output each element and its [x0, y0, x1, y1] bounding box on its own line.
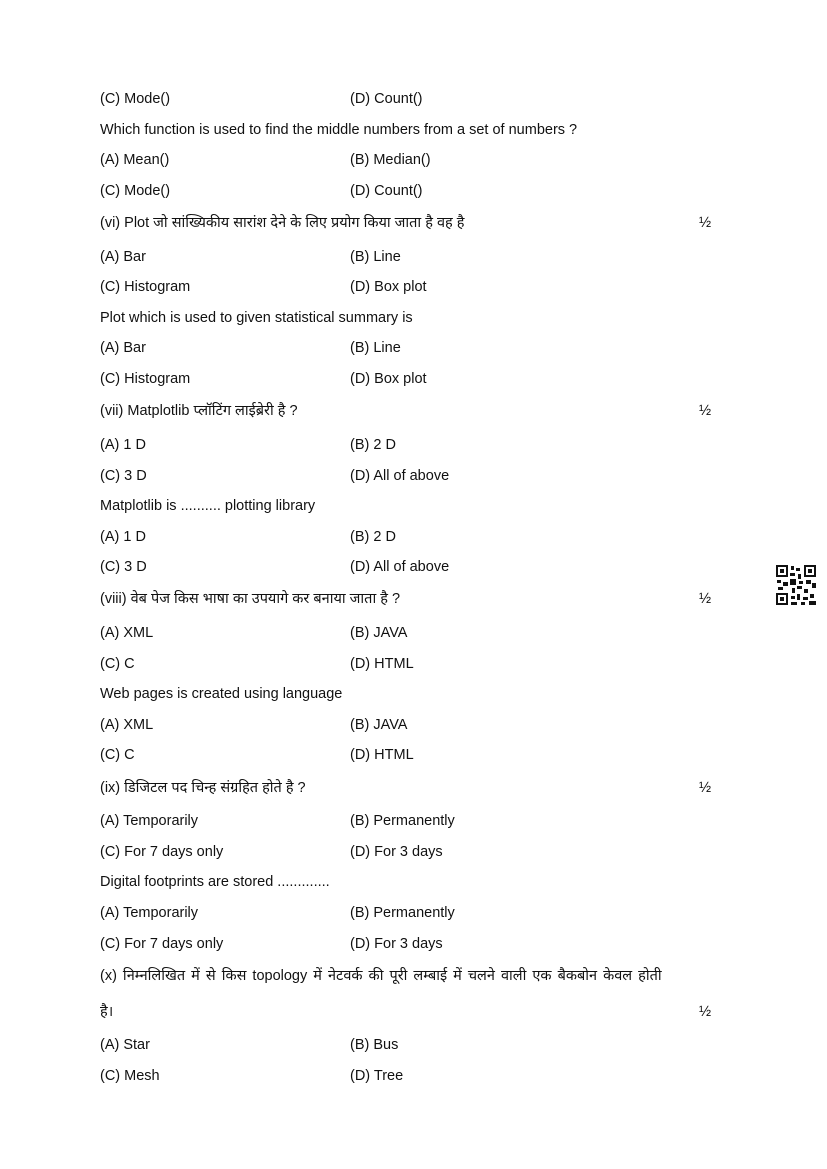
- option-d: (D) Count(): [350, 183, 423, 199]
- option-a: (A) Temporarily: [100, 905, 199, 921]
- option-c: (C) 3 D: [100, 559, 147, 575]
- option-b: (B) Permanently: [350, 813, 455, 829]
- option-c: (C) Mode(): [100, 91, 171, 107]
- question-text: Web pages is created using language: [100, 686, 343, 702]
- option-b: (B) Permanently: [350, 905, 455, 921]
- option-b: (B) Line: [350, 340, 401, 356]
- option-d: (D) Count(): [350, 91, 423, 107]
- option-a: (A) Bar: [100, 340, 146, 356]
- option-b: (B) Line: [350, 249, 401, 265]
- question-text: Which function is used to find the middle numbers from a set of numbers ?: [100, 122, 578, 138]
- option-c: (C) Histogram: [100, 371, 191, 387]
- question-x-hindi: (x) निम्नलिखित में से किस topology में नेटवर्क की पूरी लम्बाई में चलने वाली एक बैकबोन केवल होती: [100, 968, 662, 984]
- option-c: (C) For 7 days only: [100, 936, 224, 952]
- option-d: (D) Tree: [350, 1068, 404, 1084]
- option-b: (B) 2 D: [350, 437, 396, 453]
- option-a: (A) XML: [100, 717, 154, 733]
- question-ix-hindi: (ix) डिजिटल पद चिन्ह संग्रहित होते है ?: [100, 780, 306, 796]
- option-a: (A) Bar: [100, 249, 146, 265]
- option-d: (D) HTML: [350, 656, 414, 672]
- option-a: (A) 1 D: [100, 529, 146, 545]
- option-a: (A) Star: [100, 1037, 150, 1053]
- option-a: (A) XML: [100, 625, 154, 641]
- marks-label: ½: [699, 780, 712, 796]
- option-d: (D) For 3 days: [350, 844, 443, 860]
- option-a: (A) Mean(): [100, 152, 170, 168]
- option-b: (B) JAVA: [350, 625, 408, 641]
- option-c: (C) 3 D: [100, 468, 147, 484]
- option-b: (B) Median(): [350, 152, 431, 168]
- marks-label: ½: [699, 215, 712, 231]
- question-text: Matplotlib is .......... plotting library: [100, 498, 316, 514]
- option-c: (C) Histogram: [100, 279, 191, 295]
- question-vii-hindi: (vii) Matplotlib प्लॉटिंग लाईब्रेरी है ?: [100, 403, 298, 419]
- option-d: (D) All of above: [350, 559, 450, 575]
- option-c: (C) Mesh: [100, 1068, 160, 1084]
- question-text: Plot which is used to given statistical summary is: [100, 310, 413, 326]
- option-c: (C) C: [100, 747, 135, 763]
- option-b: (B) JAVA: [350, 717, 408, 733]
- marks-label: ½: [699, 403, 712, 419]
- question-text: Digital footprints are stored .............: [100, 874, 330, 890]
- option-d: (D) Box plot: [350, 371, 427, 387]
- option-c: (C) For 7 days only: [100, 844, 224, 860]
- option-a: (A) Temporarily: [100, 813, 199, 829]
- option-d: (D) HTML: [350, 747, 414, 763]
- marks-label: ½: [699, 1004, 712, 1020]
- question-vi-hindi: (vi) Plot जो सांख्यिकीय सारांश देने के लिए प्रयोग किया जाता है वह है: [100, 215, 465, 231]
- question-x-hindi-continued: है।: [100, 1004, 114, 1020]
- option-c: (C) Mode(): [100, 183, 171, 199]
- question-viii-hindi: (viii) वेब पेज किस भाषा का उपयागे कर बनाया जाता है ?: [100, 591, 401, 607]
- option-b: (B) Bus: [350, 1037, 399, 1053]
- qr-code-icon: [776, 565, 816, 605]
- option-d: (D) All of above: [350, 468, 450, 484]
- option-c: (C) C: [100, 656, 135, 672]
- option-d: (D) For 3 days: [350, 936, 443, 952]
- marks-label: ½: [699, 591, 712, 607]
- option-a: (A) 1 D: [100, 437, 146, 453]
- option-d: (D) Box plot: [350, 279, 427, 295]
- option-b: (B) 2 D: [350, 529, 396, 545]
